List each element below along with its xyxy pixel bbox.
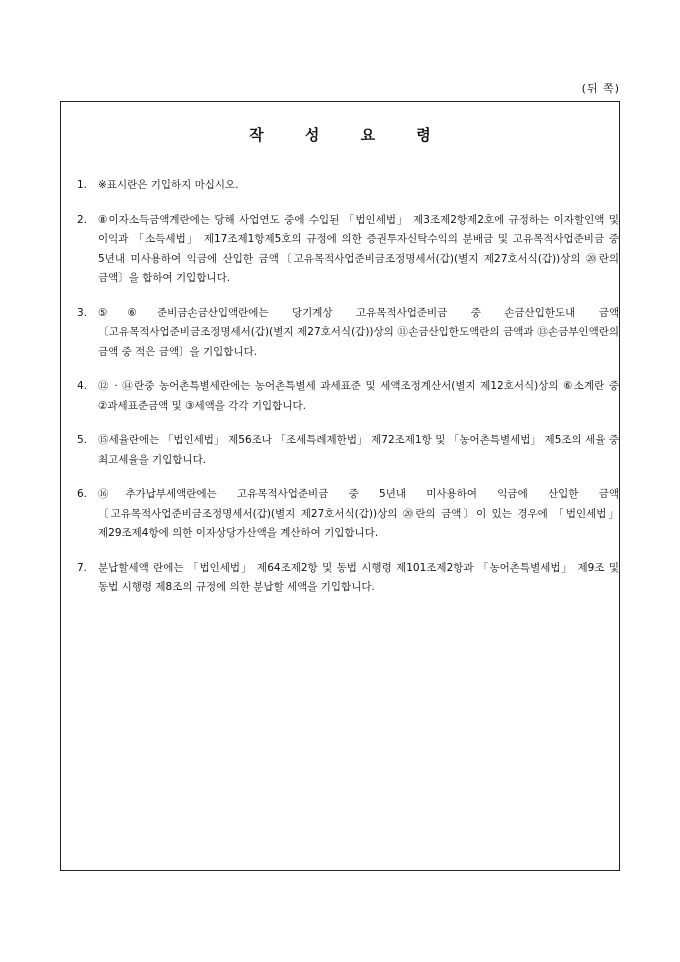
instruction-number: 6. — [77, 488, 88, 500]
page-title: 작 성 요 령 — [249, 126, 449, 144]
instruction-text: ⑫ · ⑭란중 농어촌특별세란에는 농어촌특별세 과세표준 및 세액조정계산서(별지 제12호서식)상의 ⑥소계란 중 ②과세표준금액 및 ③세액을 각각 기입합니다. — [98, 380, 619, 412]
instruction-item-2 — [77, 211, 619, 289]
instruction-item-7 — [77, 559, 619, 598]
instruction-number: 3. — [77, 306, 88, 319]
instruction-item-4 — [77, 377, 619, 416]
instruction-number: 4. — [77, 380, 88, 392]
instruction-item-1 — [77, 176, 619, 196]
instruction-item-3 — [77, 304, 619, 363]
instruction-list — [77, 176, 619, 613]
instruction-number: 2. — [77, 213, 88, 226]
instruction-text: ⑯추가납부세액란에는 고유목적사업준비금 중 5년내 미사용하여 익금에 산입한 금액〔고유목적사업준비금조정명세서(갑)(별지 제27호서식(갑))상의 ⑳란의 금액〕이 있는 경우에 「법인세법」 제29조제4항에 의한 이자상당가산액을 계산하여 기입합니다. — [98, 488, 619, 539]
instruction-number: 1. — [77, 179, 88, 191]
instruction-number: 7. — [77, 561, 88, 574]
instruction-item-6 — [77, 485, 619, 544]
instruction-text: ⑤⑥준비금손금산입액란에는 당기계상 고유목적사업준비금 중 손금산입한도내 금액〔고유목적사업준비금조정명세서(갑)(별지 제27호서식(갑))상의 ⑪손금산입한도액란의 금액과 ⑬손금부인액란의 금액 중 적은 금액〕을 기입합니다. — [98, 306, 619, 358]
instruction-text: ⑧이자소득금액계란에는 당해 사업연도 중에 수입된 「법인세법」 제3조제2항제2호에 규정하는 이자할인액 및 이익과 「소득세법」 제17조제1항제5호의 규정에 의한 증권투자신탁수익의 분배금 및 고유목적사업준비금 중 5년내 미사용하여 익금에 산입한 금액〔고유목적사업준비금조정명세서(갑)(별지 제27호서식(갑))상의 ⑳란의 금액〕을 합하여 기입합니다. — [98, 213, 619, 284]
instruction-number: 5. — [77, 434, 88, 446]
instruction-text: 분납할세액 란에는 「법인세법」 제64조제2항 및 동법 시행령 제101조제2항과 「농어촌특별세법」 제9조 및 동법 시행령 제8조의 규정에 의한 분납할 세액을 기입합니다. — [98, 561, 619, 593]
instruction-text: ※표시란은 기입하지 마십시오. — [98, 179, 239, 191]
instruction-text: ⑮세율란에는 「법인세법」 제56조나 「조세특례제한법」 제72조제1항 및 「농어촌특별세법」 제5조의 세율 중 최고세율을 기입합니다. — [98, 434, 619, 466]
page-side-label: (뒤 쪽) — [581, 82, 620, 95]
instruction-item-5 — [77, 431, 619, 470]
